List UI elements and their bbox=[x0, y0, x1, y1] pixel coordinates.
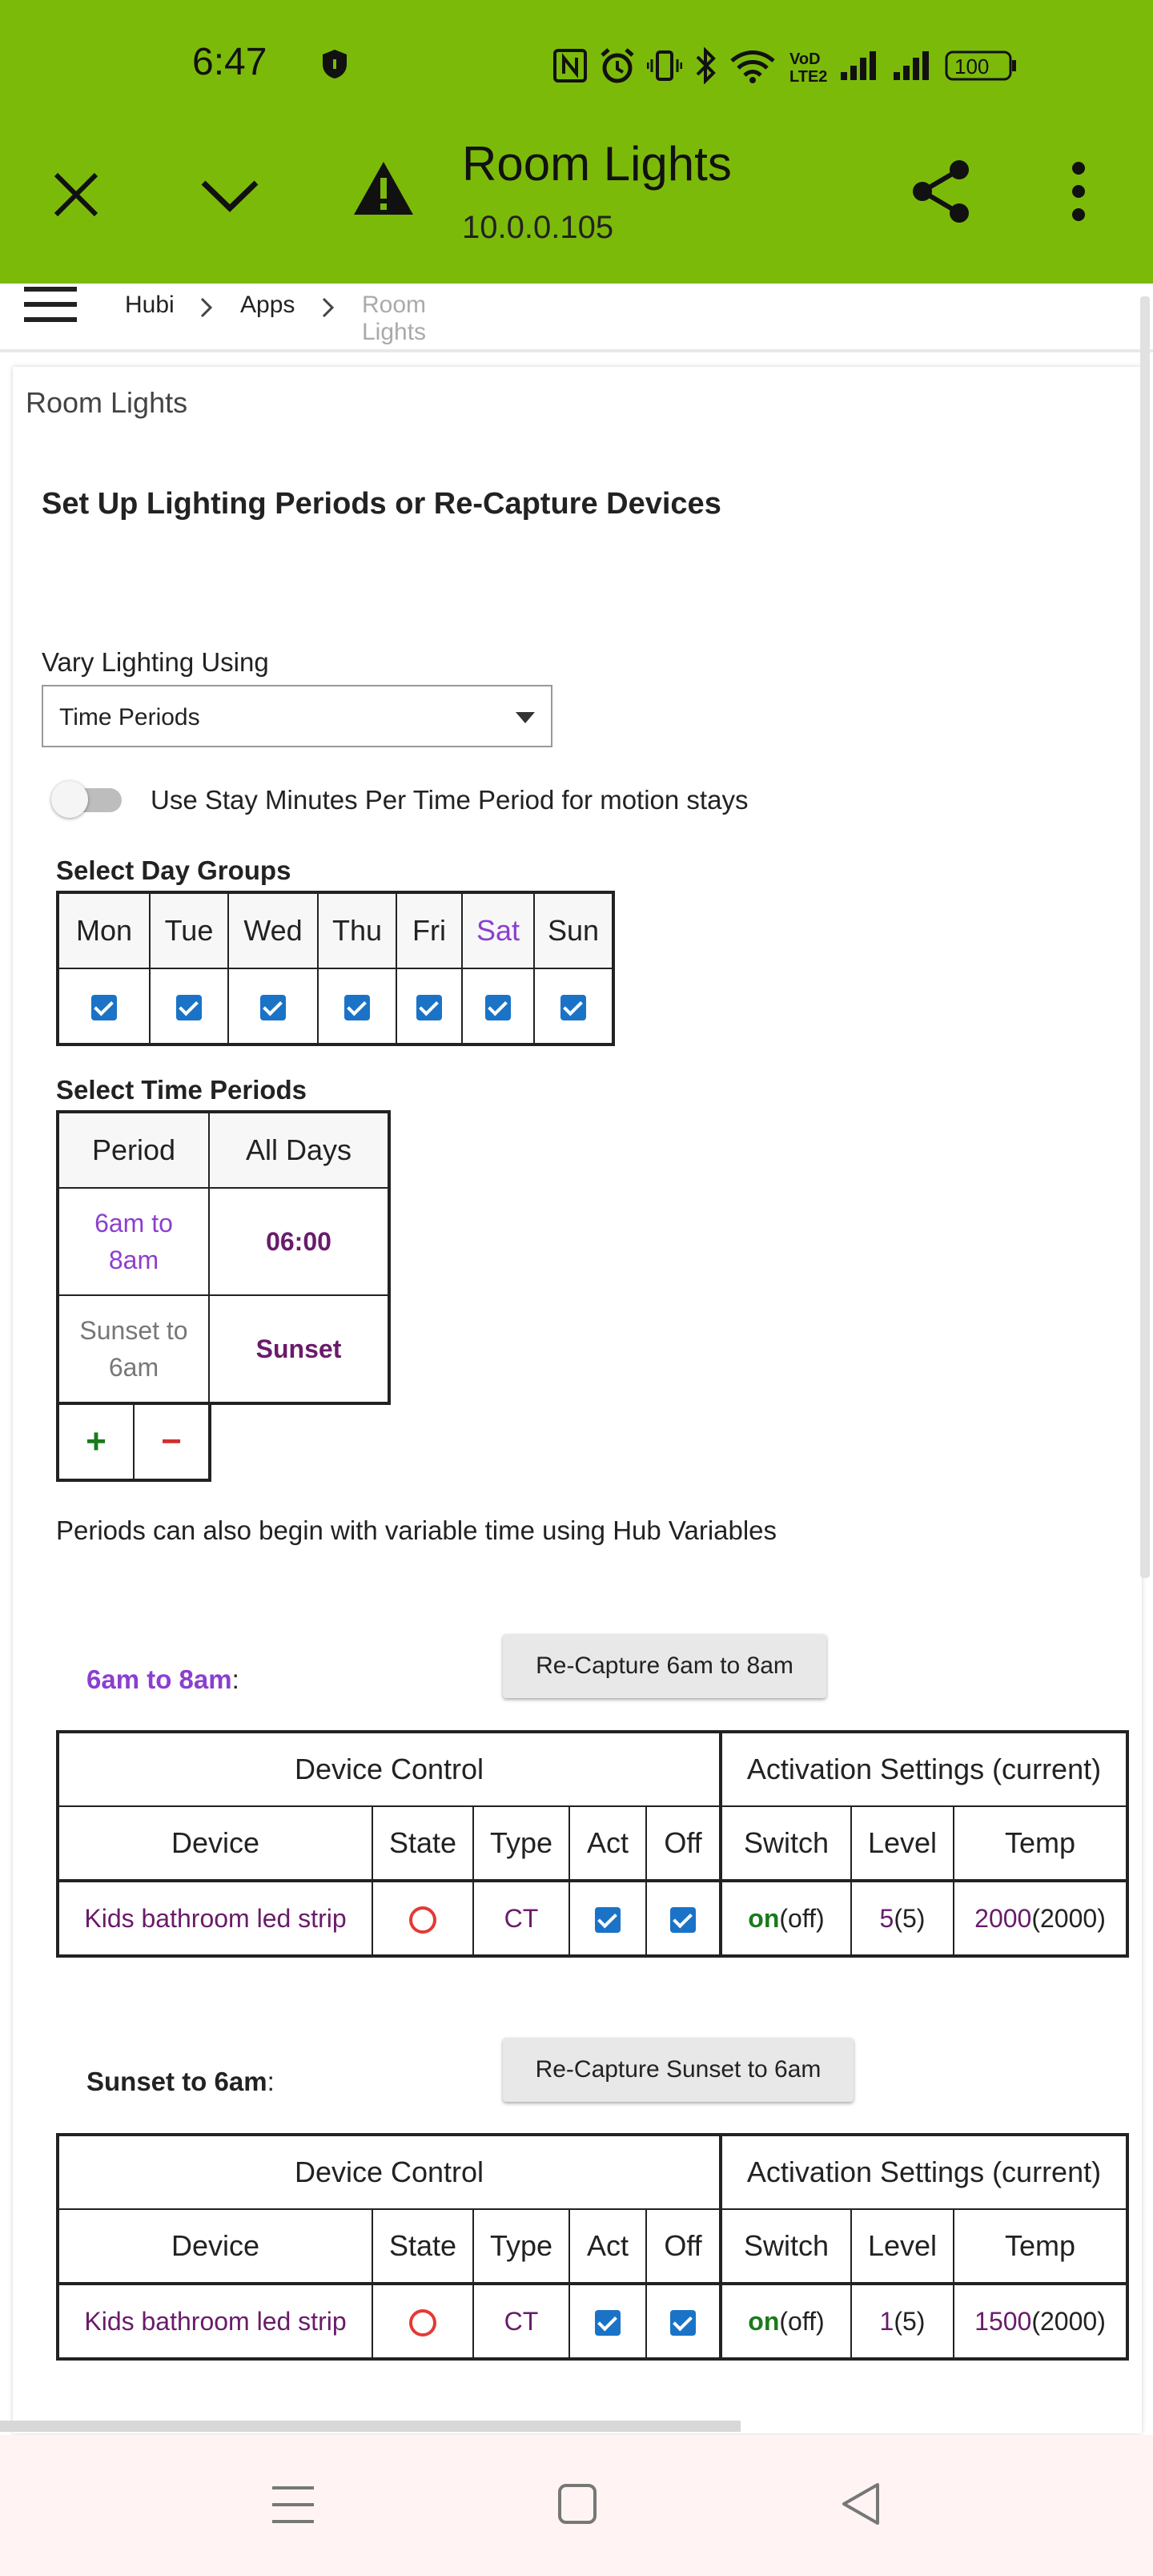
svg-text:LTE2: LTE2 bbox=[789, 68, 828, 83]
act-cell bbox=[569, 1881, 646, 1956]
off-cell bbox=[646, 2284, 721, 2359]
period-section-colon: : bbox=[231, 1664, 239, 1694]
off-cell bbox=[646, 1881, 721, 1956]
off-checkbox[interactable] bbox=[670, 2310, 696, 2336]
battery-icon bbox=[945, 50, 1018, 82]
home-icon[interactable] bbox=[557, 2483, 597, 2529]
svg-text:VoD: VoD bbox=[789, 50, 821, 68]
col-temp: Temp bbox=[954, 1806, 1127, 1881]
level-setting: 1 bbox=[879, 2306, 894, 2336]
period-section-colon: : bbox=[267, 2067, 275, 2096]
temp-cell[interactable] bbox=[954, 2284, 1127, 2359]
col-level: Level bbox=[851, 2209, 954, 2284]
vary-lighting-label: Vary Lighting Using bbox=[42, 647, 269, 677]
section-title: Set Up Lighting Periods or Re-Capture Devices bbox=[42, 487, 721, 521]
battery-level: 100 bbox=[954, 54, 990, 78]
switch-setting: on bbox=[748, 2306, 780, 2336]
day-tue-checkbox-cell bbox=[150, 968, 228, 1044]
day-sun: Sun bbox=[534, 892, 613, 968]
level-setting: 5 bbox=[879, 1903, 894, 1933]
all-days-header: All Days bbox=[209, 1112, 389, 1188]
col-device: Device bbox=[58, 2209, 372, 2284]
volte-icon bbox=[788, 48, 828, 83]
recapture-button[interactable]: Re-Capture Sunset to 6am bbox=[503, 2038, 854, 2102]
temp-current: (2000) bbox=[1031, 2306, 1106, 2336]
app-subtitle: 10.0.0.105 bbox=[462, 210, 614, 245]
act-checkbox[interactable] bbox=[595, 1907, 621, 1933]
period-section-name: Sunset to 6am bbox=[86, 2067, 267, 2096]
col-act: Act bbox=[569, 1806, 646, 1881]
day-groups-label: Select Day Groups bbox=[56, 855, 291, 885]
period-time[interactable]: 06:00 bbox=[209, 1188, 389, 1295]
time-periods-table bbox=[56, 1110, 391, 1405]
switch-setting: on bbox=[748, 1903, 780, 1933]
day-sat: Sat bbox=[462, 892, 534, 968]
col-switch: Switch bbox=[721, 1806, 851, 1881]
toggle-knob bbox=[51, 781, 88, 818]
col-off: Off bbox=[646, 1806, 721, 1881]
level-current: (5) bbox=[894, 2306, 926, 2336]
day-sat-checkbox-cell bbox=[462, 968, 534, 1044]
breadcrumb-apps[interactable]: Apps bbox=[240, 292, 295, 318]
breadcrumb-current: Room Lights bbox=[362, 292, 427, 345]
stay-minutes-label: Use Stay Minutes Per Time Period for motion stays bbox=[151, 785, 749, 815]
temp-setting: 2000 bbox=[974, 1903, 1032, 1933]
card-title: Room Lights bbox=[26, 386, 188, 419]
breadcrumb-hubi[interactable]: Hubi bbox=[125, 292, 175, 318]
col-type: Type bbox=[473, 2209, 569, 2284]
col-state: State bbox=[372, 1806, 473, 1881]
period-name-line2: 6am bbox=[108, 1353, 159, 1382]
day-thu-checkbox-cell bbox=[318, 968, 396, 1044]
temp-setting: 1500 bbox=[974, 2306, 1032, 2336]
temp-cell[interactable] bbox=[954, 1881, 1127, 1956]
day-groups-table bbox=[56, 891, 615, 1046]
period-section-name: 6am to 8am bbox=[86, 1664, 232, 1694]
level-cell[interactable] bbox=[851, 2284, 954, 2359]
shield-icon bbox=[320, 48, 349, 84]
variable-note: Periods can also begin with variable time using Hub Variables bbox=[56, 1515, 777, 1545]
wifi-icon bbox=[729, 48, 777, 83]
act-cell bbox=[569, 2284, 646, 2359]
chevron-right-icon bbox=[199, 296, 215, 323]
col-state: State bbox=[372, 2209, 473, 2284]
signal-icon bbox=[839, 50, 881, 82]
state-off-icon bbox=[409, 2309, 436, 2337]
checkbox-tue[interactable] bbox=[176, 995, 202, 1020]
col-device: Device bbox=[58, 1806, 372, 1881]
checkbox-sat[interactable] bbox=[485, 995, 511, 1020]
state-cell bbox=[372, 2284, 473, 2359]
table-row bbox=[58, 1881, 1127, 1956]
switch-current: (off) bbox=[779, 1903, 825, 1933]
device-name[interactable]: Kids bathroom led strip bbox=[58, 2284, 372, 2359]
device-name[interactable]: Kids bathroom led strip bbox=[58, 1881, 372, 1956]
device-table bbox=[56, 2133, 1129, 2361]
day-fri-checkbox-cell bbox=[396, 968, 462, 1044]
day-wed-checkbox-cell bbox=[228, 968, 318, 1044]
state-off-icon bbox=[409, 1906, 436, 1934]
period-name-line1: 6am to bbox=[94, 1209, 173, 1238]
act-checkbox[interactable] bbox=[595, 2310, 621, 2336]
recent-apps-icon[interactable] bbox=[272, 2485, 314, 2529]
add-period-button[interactable]: + bbox=[58, 1403, 134, 1480]
temp-current: (2000) bbox=[1031, 1903, 1106, 1933]
col-temp: Temp bbox=[954, 2209, 1127, 2284]
status-icons bbox=[552, 44, 1018, 87]
share-icon[interactable] bbox=[911, 159, 972, 228]
caret-down-icon bbox=[516, 712, 535, 723]
period-header: Period bbox=[58, 1112, 209, 1188]
vertical-scrollbar[interactable] bbox=[1140, 296, 1150, 1578]
col-type: Type bbox=[473, 1806, 569, 1881]
period-name-cell[interactable] bbox=[58, 1295, 209, 1403]
bluetooth-icon bbox=[693, 47, 717, 84]
nfc-icon bbox=[552, 48, 588, 83]
col-level: Level bbox=[851, 1806, 954, 1881]
off-checkbox[interactable] bbox=[670, 1907, 696, 1933]
col-switch: Switch bbox=[721, 2209, 851, 2284]
period-name-cell[interactable] bbox=[58, 1188, 209, 1295]
checkbox-wed[interactable] bbox=[260, 995, 286, 1020]
activation-settings-header: Activation Settings (current) bbox=[721, 1732, 1127, 1806]
checkbox-thu[interactable] bbox=[344, 995, 370, 1020]
chevron-right-icon bbox=[320, 296, 336, 323]
time-periods-label: Select Time Periods bbox=[56, 1075, 307, 1105]
col-act: Act bbox=[569, 2209, 646, 2284]
period-add-remove bbox=[56, 1402, 211, 1482]
state-cell bbox=[372, 1881, 473, 1956]
period-name-line2: 8am bbox=[108, 1246, 159, 1274]
switch-cell[interactable] bbox=[721, 2284, 851, 2359]
checkbox-mon[interactable] bbox=[91, 995, 117, 1020]
period-name-line1: Sunset to bbox=[79, 1316, 188, 1345]
vary-lighting-value: Time Periods bbox=[59, 704, 200, 731]
vary-lighting-select[interactable] bbox=[42, 685, 552, 747]
menu-icon[interactable] bbox=[24, 285, 77, 328]
switch-cell[interactable] bbox=[721, 1881, 851, 1956]
chevron-down-icon[interactable] bbox=[199, 176, 261, 217]
vibrate-icon bbox=[647, 48, 682, 83]
col-off: Off bbox=[646, 2209, 721, 2284]
device-table bbox=[56, 1730, 1129, 1958]
level-cell[interactable] bbox=[851, 1881, 954, 1956]
period-time[interactable]: Sunset bbox=[209, 1295, 389, 1403]
period-section-title bbox=[86, 2067, 275, 2097]
table-row bbox=[58, 2284, 1127, 2359]
device-control-header: Device Control bbox=[58, 2135, 721, 2209]
day-wed: Wed bbox=[228, 892, 318, 968]
activation-settings-header: Activation Settings (current) bbox=[721, 2135, 1127, 2209]
status-time: 6:47 bbox=[192, 41, 267, 83]
more-vertical-icon[interactable] bbox=[1069, 160, 1088, 227]
remove-period-button[interactable]: − bbox=[134, 1403, 210, 1480]
warning-icon[interactable] bbox=[352, 160, 415, 220]
device-type[interactable]: CT bbox=[473, 2284, 569, 2359]
period-section-title bbox=[86, 1664, 239, 1695]
device-type[interactable]: CT bbox=[473, 1881, 569, 1956]
level-current: (5) bbox=[894, 1903, 926, 1933]
checkbox-sun[interactable] bbox=[560, 995, 586, 1020]
day-sun-checkbox-cell bbox=[534, 968, 613, 1044]
day-thu: Thu bbox=[318, 892, 396, 968]
day-mon: Mon bbox=[58, 892, 150, 968]
alarm-icon bbox=[599, 47, 636, 84]
day-fri: Fri bbox=[396, 892, 462, 968]
recapture-button[interactable]: Re-Capture 6am to 8am bbox=[503, 1634, 826, 1698]
signal-icon bbox=[892, 50, 934, 82]
day-mon-checkbox-cell bbox=[58, 968, 150, 1044]
close-icon[interactable] bbox=[50, 168, 102, 225]
day-tue: Tue bbox=[150, 892, 228, 968]
switch-current: (off) bbox=[779, 2306, 825, 2336]
device-control-header: Device Control bbox=[58, 1732, 721, 1806]
horizontal-scrollbar[interactable] bbox=[0, 2421, 741, 2432]
back-icon[interactable] bbox=[841, 2481, 881, 2530]
checkbox-fri[interactable] bbox=[416, 995, 442, 1020]
app-title: Room Lights bbox=[462, 137, 732, 191]
